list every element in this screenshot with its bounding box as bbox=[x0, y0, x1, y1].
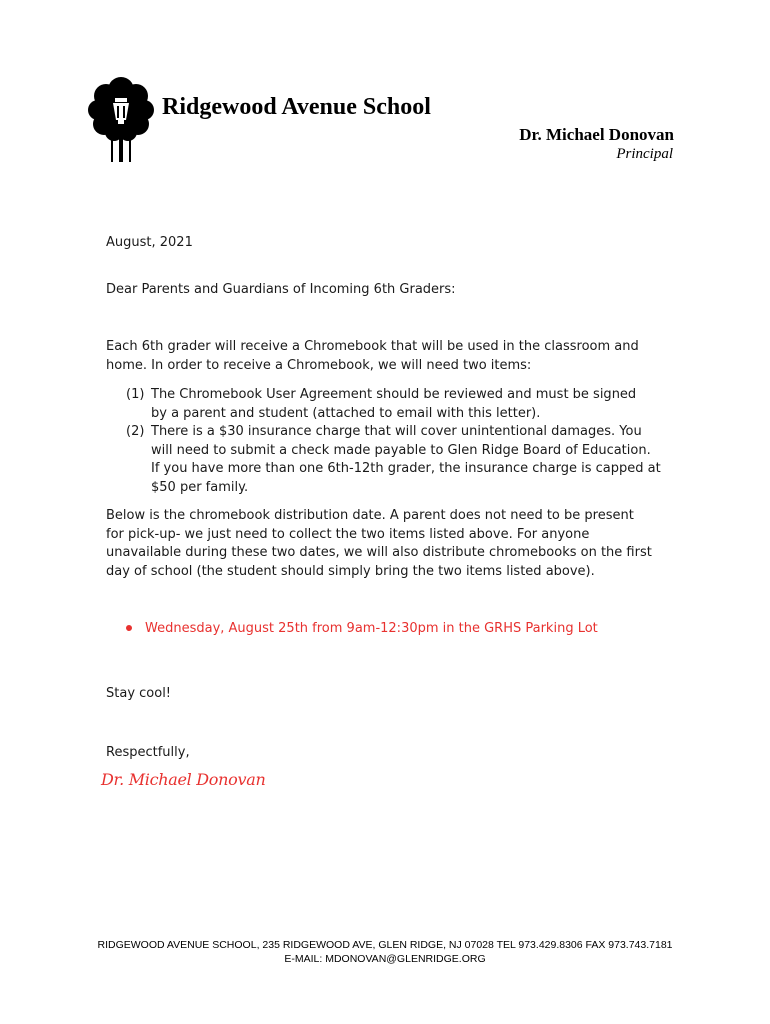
list-item bbox=[126, 423, 701, 497]
principal-title: Principal bbox=[616, 146, 673, 162]
list-item-line: will need to submit a check made payable to Glen Ridge Board of Education. bbox=[151, 442, 651, 458]
list-item bbox=[126, 386, 701, 423]
list-item-line: There is a $30 insurance charge that will cover unintentional damages. You bbox=[151, 424, 642, 439]
footer-email: E-MAIL: MDONOVAN@GLENRIDGE.ORG bbox=[284, 953, 486, 965]
signoff-line: Respectfully, bbox=[106, 745, 190, 760]
distribution-date: Wednesday, August 25th from 9am-12:30pm in the GRHS Parking Lot bbox=[145, 621, 598, 636]
letter-date: August, 2021 bbox=[106, 235, 193, 250]
closing-line: Stay cool! bbox=[106, 686, 172, 701]
distribution-line: Below is the chromebook distribution date. A parent does not need to be present bbox=[106, 508, 634, 523]
distribution-line: day of school (the student should simply bring the two items listed above). bbox=[106, 563, 595, 579]
distribution-line: for pick-up- we just need to collect the two items listed above. For anyone bbox=[106, 526, 590, 542]
intro-line: home. In order to receive a Chromebook, we will need two items: bbox=[106, 357, 532, 373]
principal-name: Dr. Michael Donovan bbox=[519, 125, 674, 144]
letter-salutation: Dear Parents and Guardians of Incoming 6th Graders: bbox=[106, 282, 456, 297]
school-logo-icon bbox=[88, 76, 154, 162]
intro-line: Each 6th grader will receive a Chromebook that will be used in the classroom and bbox=[106, 339, 639, 354]
footer-address: RIDGEWOOD AVENUE SCHOOL, 235 RIDGEWOOD AVE, GLEN RIDGE, NJ 07028 TEL 973.429.8306 FAX 973.743.7181 bbox=[97, 939, 673, 951]
page-footer bbox=[0, 938, 770, 966]
list-item-line: $50 per family. bbox=[151, 479, 249, 495]
intro-paragraph bbox=[106, 338, 696, 375]
required-items-list bbox=[126, 386, 701, 497]
distribution-paragraph bbox=[106, 507, 696, 581]
bullet-dot-icon bbox=[126, 625, 132, 631]
distribution-date-item bbox=[126, 620, 598, 639]
list-item-line: If you have more than one 6th-12th grader, the insurance charge is capped at bbox=[151, 461, 661, 476]
distribution-line: unavailable during these two dates, we will also distribute chromebooks on the first bbox=[106, 545, 652, 560]
list-item-number: (1) bbox=[126, 387, 145, 402]
signature: Dr. Michael Donovan bbox=[101, 770, 266, 789]
list-item-line: The Chromebook User Agreement should be reviewed and must be signed bbox=[151, 387, 637, 402]
list-item-number: (2) bbox=[126, 424, 145, 439]
list-item-line: by a parent and student (attached to email with this letter). bbox=[151, 405, 541, 421]
school-name: Ridgewood Avenue School bbox=[162, 94, 431, 120]
